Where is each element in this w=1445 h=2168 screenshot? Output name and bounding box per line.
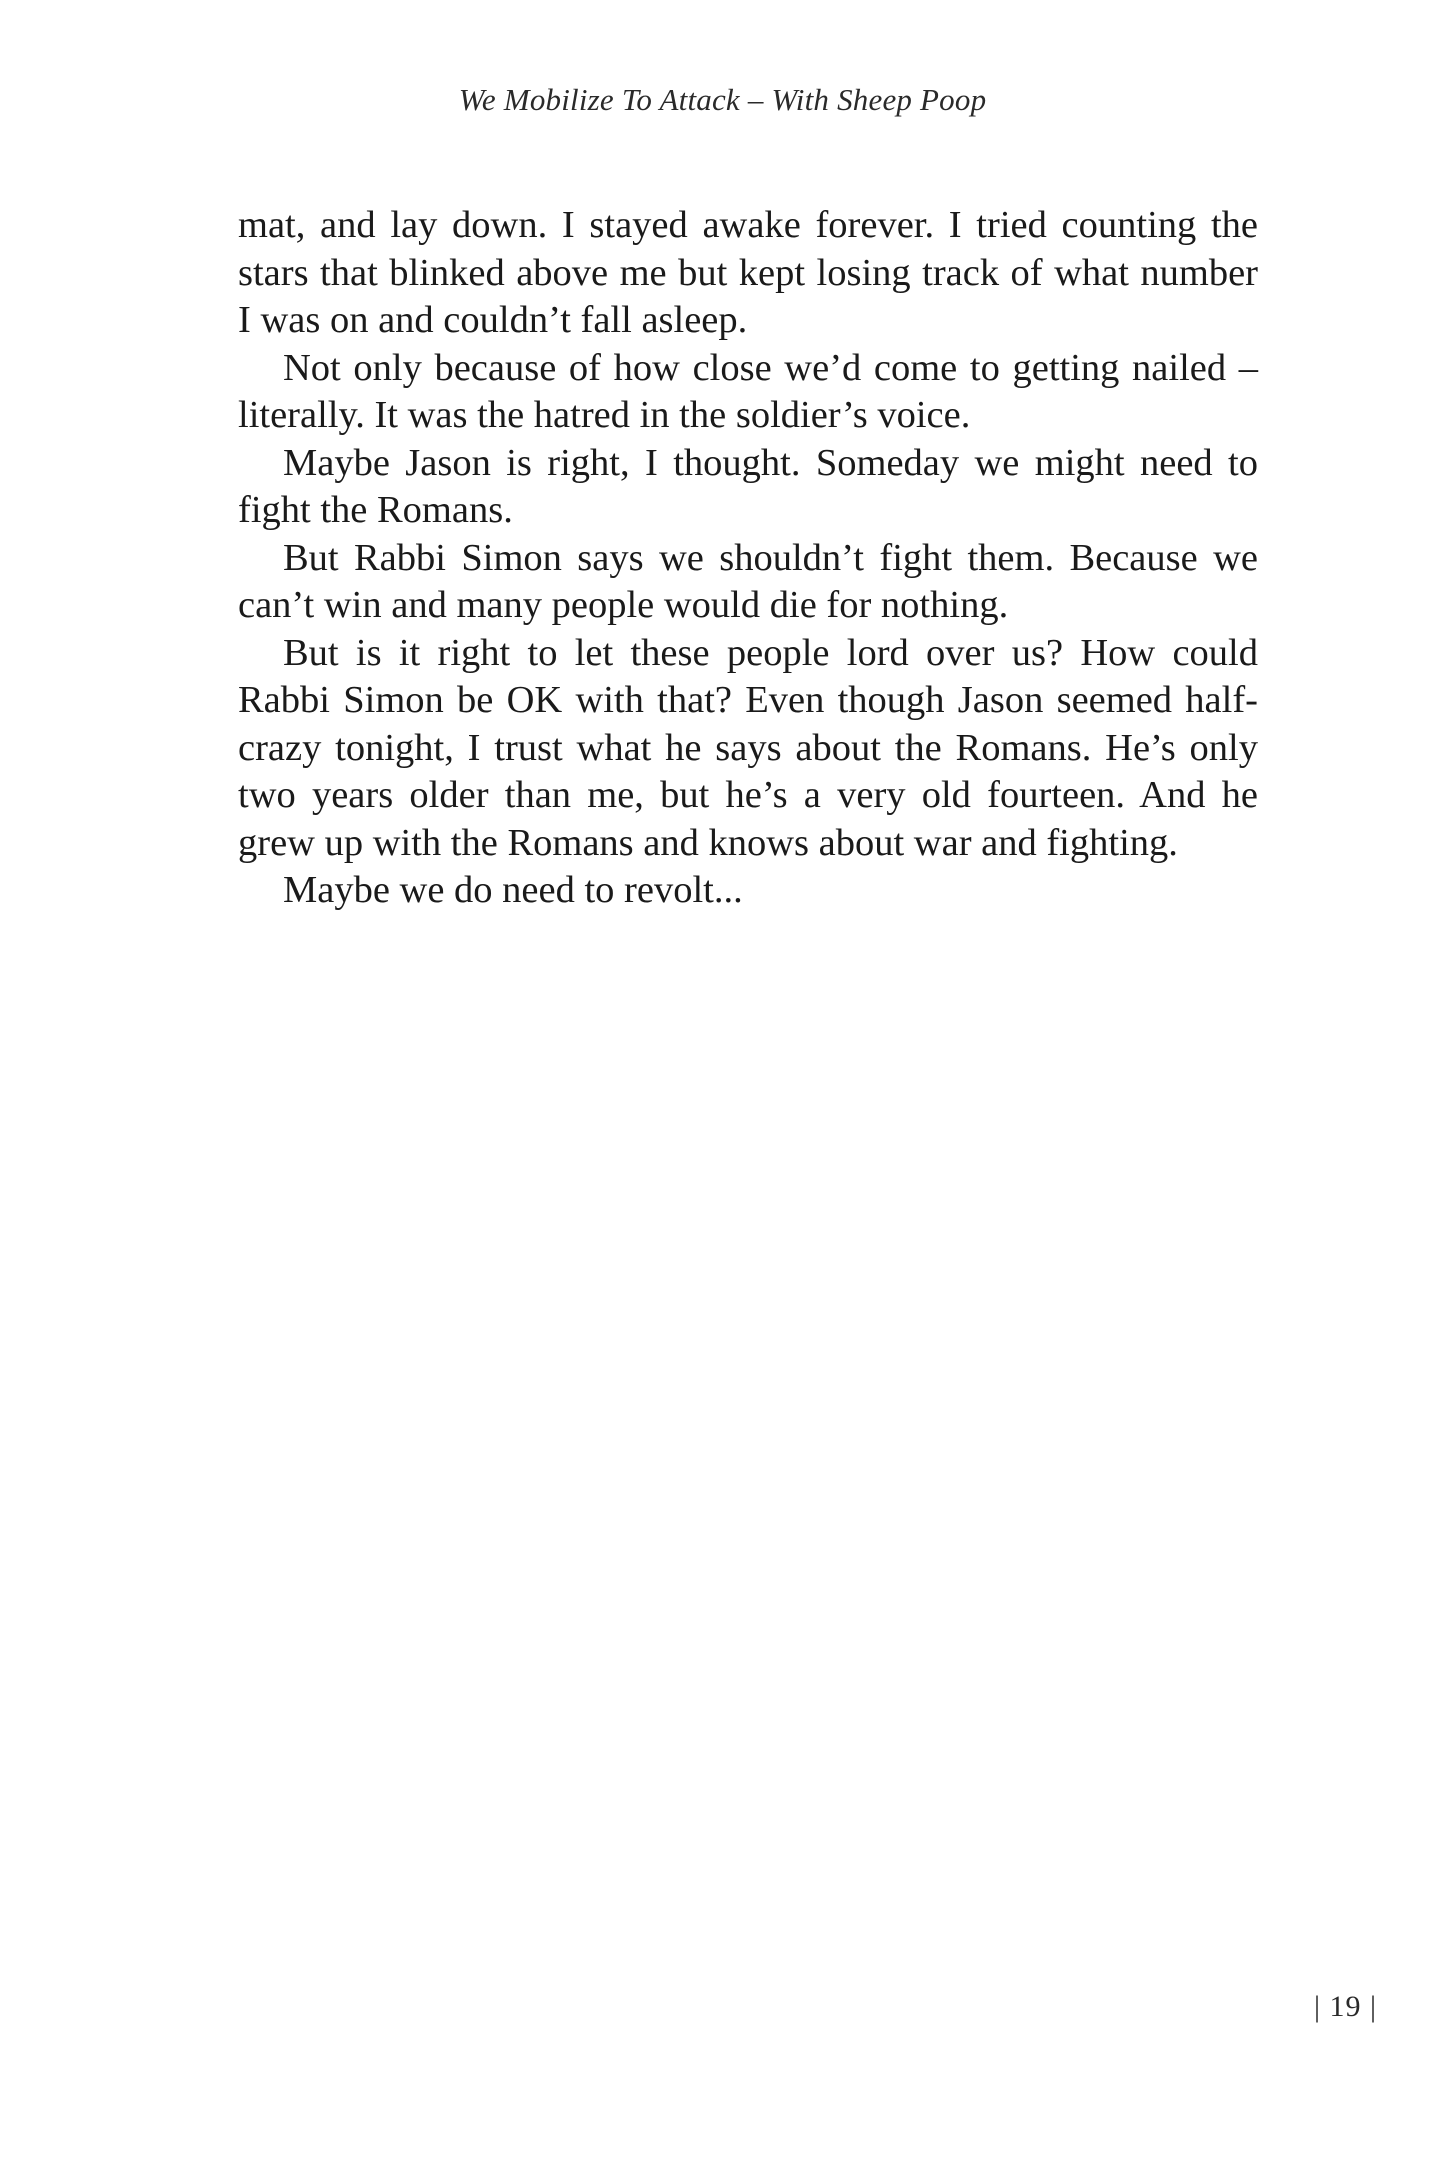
body-text — [238, 202, 1258, 915]
paragraph: mat, and lay down. I stayed awake forever. I tried counting the stars that blinked above me but kept losing track of what number I was on and couldn’t fall asleep. — [238, 204, 1258, 341]
page-number: | 19 | — [1313, 1990, 1377, 2023]
paragraph: But is it right to let these people lord over us? How could Rabbi Simon be OK with that? Even though Jason seemed half-crazy tonight, I trust what he says about the Romans. He’s only two years older than me, but he’s a very old fourteen. And he grew up with the Romans and knows about war and fighting. — [238, 631, 1258, 864]
running-header: We Mobilize To Attack – With Sheep Poop — [458, 82, 987, 117]
paragraph: Not only because of how close we’d come to getting nailed – literally. It was the hatred in the soldier’s voice. — [238, 346, 1258, 436]
paragraph: Maybe Jason is right, I thought. Someday we might need to fight the Romans. — [238, 441, 1258, 531]
paragraph: Maybe we do need to revolt... — [283, 869, 743, 911]
paragraph: But Rabbi Simon says we shouldn’t fight them. Because we can’t win and many people would die for nothing. — [238, 536, 1258, 626]
